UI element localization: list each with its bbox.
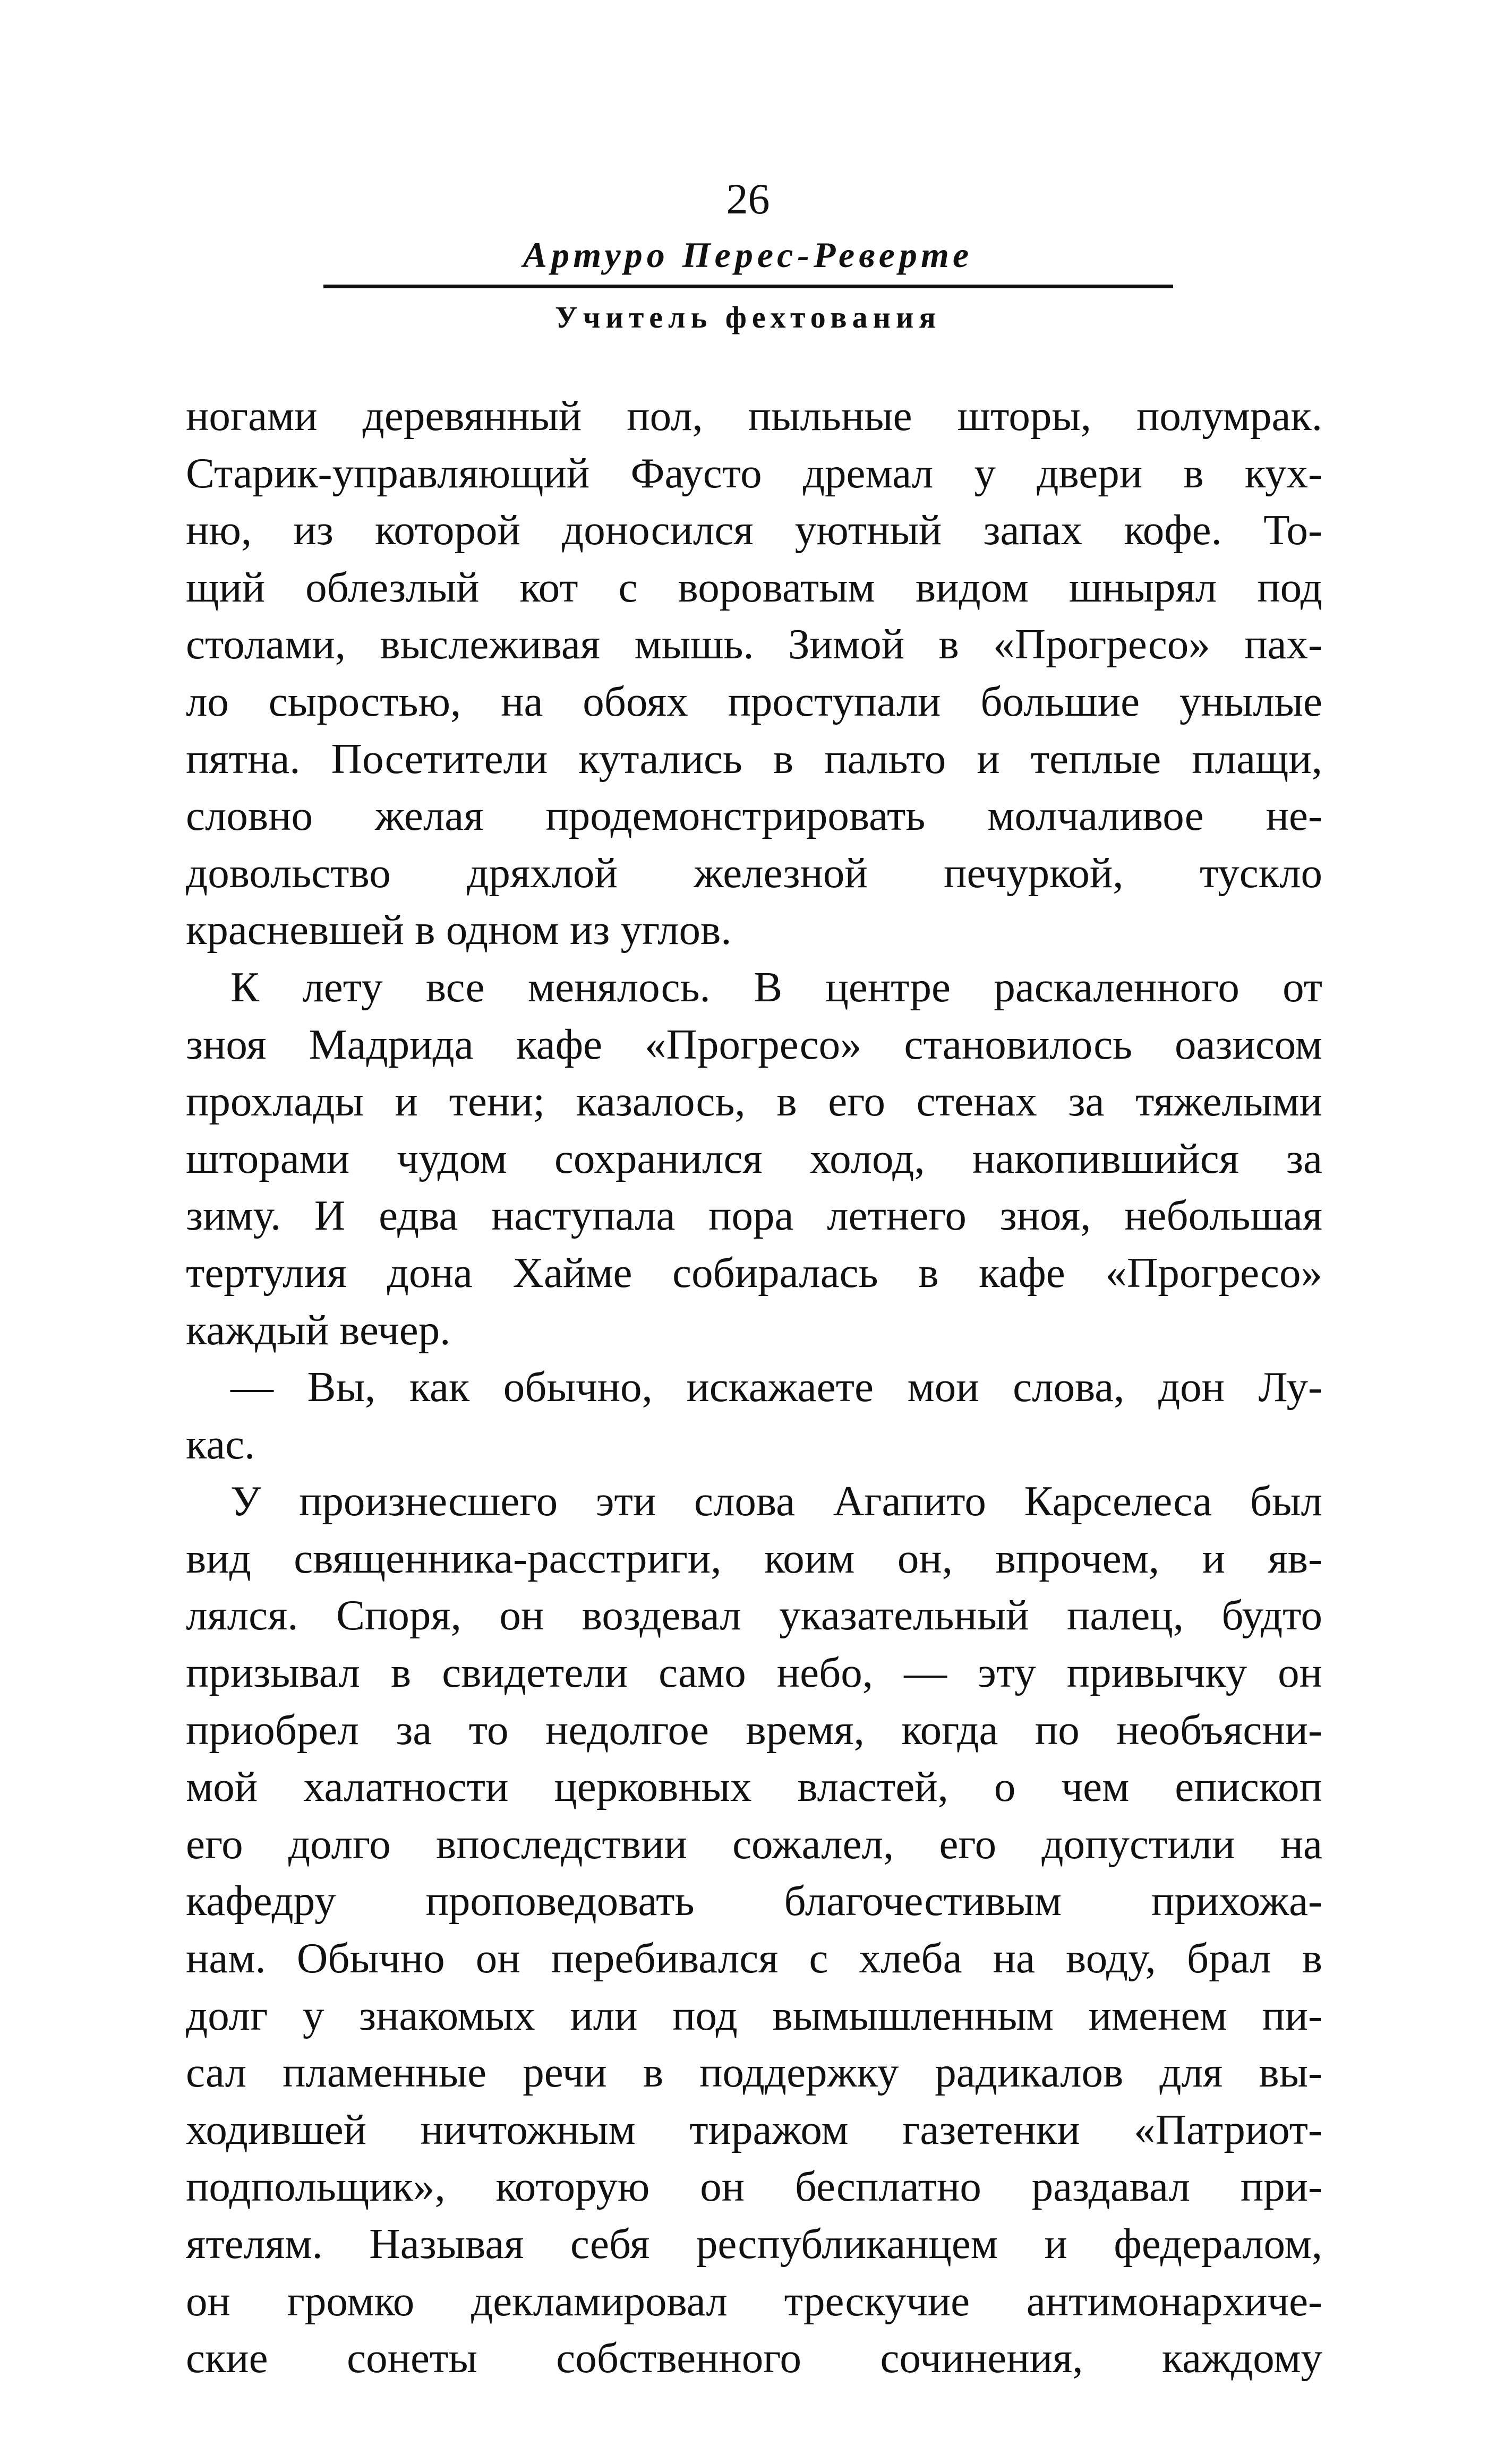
text-line: ские сонеты собственного сочинения, каждому [186, 2334, 1322, 2382]
text-line: подпольщик», которую он бесплатно раздавал при- [186, 2162, 1322, 2211]
text-line: довольство дряхлой железной печуркой, тускло [186, 848, 1322, 897]
text-line: нам. Обычно он перебивался с хлеба на воду, брал в [186, 1934, 1322, 1982]
text-line: щий облезлый кот с вороватым видом шнырял под [186, 563, 1322, 611]
text-line: прохлады и тени; казалось, в его стенах за тяжелыми [186, 1077, 1322, 1126]
text-line: пятна. Посетители кутались в пальто и теплые плащи, [186, 734, 1322, 783]
text-line: его долго впоследствии сожалел, его допустили на [186, 1819, 1322, 1868]
text-line: — Вы, как обычно, искажаете мои слова, дон Лу- [230, 1363, 1322, 1411]
text-line: У произнесшего эти слова Агапито Карселеса был [230, 1477, 1322, 1525]
text-line: шторами чудом сохранился холод, накопившийся за [186, 1134, 1322, 1182]
header-rule [323, 285, 1173, 288]
text-line: мой халатности церковных властей, о чем епископ [186, 1763, 1322, 1811]
text-line: зиму. И едва наступала пора летнего зноя, небольшая [186, 1191, 1322, 1240]
text-line: ло сыростью, на обоях проступали большие унылые [186, 677, 1322, 725]
text-line: кафедру проповедовать благочестивым прихожа- [186, 1877, 1322, 1925]
text-line: словно желая продемонстрировать молчаливое не- [186, 792, 1322, 840]
text-line: зноя Мадрида кафе «Прогресо» становилось оазисом [186, 1020, 1322, 1068]
book-title: Учитель фехтования [555, 300, 941, 334]
text-line: К лету все менялось. В центре раскаленного от [230, 963, 1322, 1011]
body-text [186, 388, 1322, 2387]
author-name: Артуро Перес-Реверте [523, 235, 973, 275]
text-line: вид священника-расстриги, коим он, впрочем, и яв- [186, 1534, 1322, 1582]
text-line: каждый вечер. [186, 1306, 451, 1354]
page-number: 26 [726, 175, 770, 223]
text-line: призывал в свидетели само небо, — эту привычку он [186, 1649, 1322, 1697]
text-line: ятелям. Называя себя республиканцем и федералом, [186, 2220, 1322, 2268]
running-header [0, 170, 1496, 341]
text-line: ногами деревянный пол, пыльные шторы, полумрак. [186, 392, 1322, 440]
text-line: столами, выслеживая мышь. Зимой в «Прогресо» пах- [186, 620, 1322, 668]
text-line: лялся. Споря, он воздевал указательный палец, будто [186, 1591, 1322, 1639]
text-line: красневшей в одном из углов. [186, 906, 732, 954]
text-line: тертулия дона Хайме собиралась в кафе «Прогресо» [186, 1248, 1322, 1297]
text-line: сал пламенные речи в поддержку радикалов для вы- [186, 2048, 1322, 2097]
text-line: ходившей ничтожным тиражом газетенки «Патриот- [186, 2105, 1322, 2153]
text-line: он громко декламировал трескучие антимонархиче- [186, 2277, 1322, 2325]
text-line: ню, из которой доносился уютный запах кофе. То- [186, 506, 1322, 554]
text-line: Старик-управляющий Фаусто дремал у двери в кух- [186, 449, 1322, 497]
text-line: приобрел за то недолгое время, когда по необъясни- [186, 1705, 1322, 1754]
text-line: долг у знакомых или под вымышленным именем пи- [186, 1991, 1322, 2039]
text-line: кас. [186, 1420, 255, 1468]
